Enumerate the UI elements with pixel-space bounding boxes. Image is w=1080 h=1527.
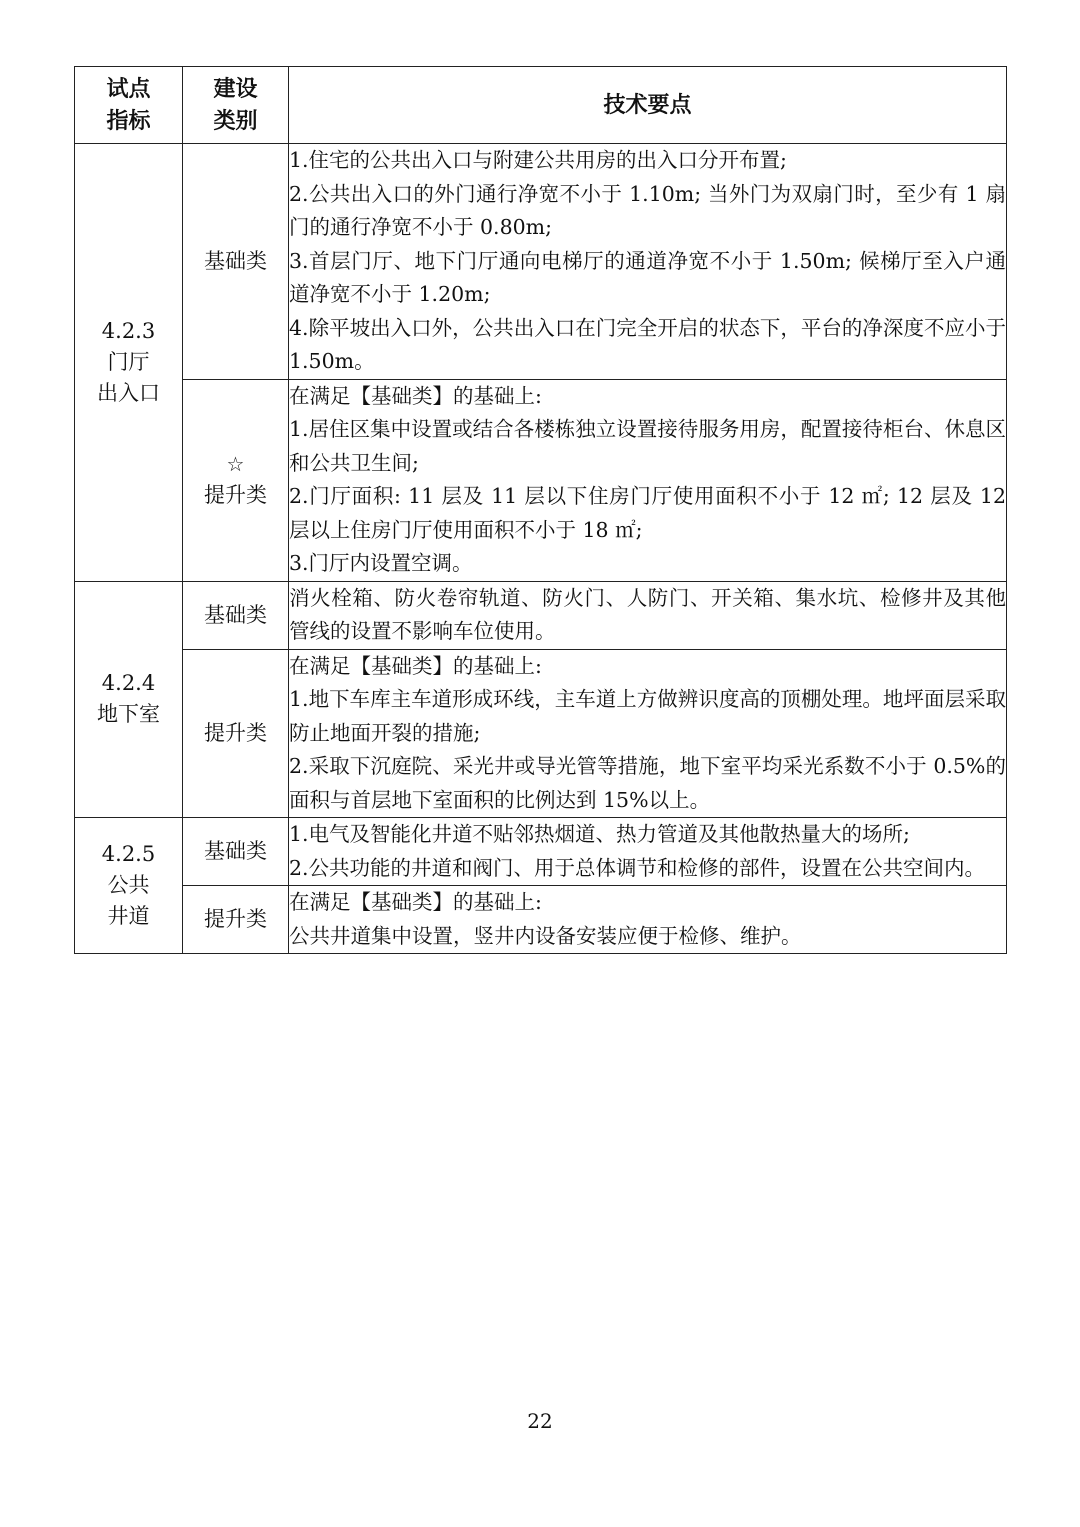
category-label: 基础类 [204, 839, 267, 863]
tech-line: 1.居住区集中设置或结合各楼栋独立设置接待服务用房，配置接待柜台、休息区和公共卫生间; [289, 417, 1006, 475]
tech-line: 公共井道集中设置，竖井内设备安装应便于检修、维护。 [289, 923, 802, 948]
category-cell-upgrade [183, 379, 289, 581]
standards-table [74, 66, 1007, 954]
tech-cell [289, 818, 1007, 886]
tech-line: 2.公共功能的井道和阀门、用于总体调节和检修的部件，设置在公共空间内。 [289, 855, 986, 880]
page-number: 22 [527, 1409, 553, 1433]
indicator-name: 井道 [107, 904, 150, 928]
header-category [183, 67, 289, 144]
table-row [75, 886, 1007, 954]
tech-line: 3.门厅内设置空调。 [289, 551, 473, 575]
table-row [75, 581, 1007, 649]
category-cell-upgrade [183, 886, 289, 954]
tech-cell [289, 379, 1007, 581]
indicator-code: 4.2.5 [101, 842, 156, 866]
indicator-cell-4-2-3 [75, 144, 183, 582]
category-label: 提升类 [204, 907, 267, 931]
tech-line: 在满足【基础类】的基础上: [289, 383, 542, 408]
category-label: 基础类 [204, 602, 267, 627]
category-label: 提升类 [204, 720, 267, 745]
header-tech: 技术要点 [289, 67, 1007, 144]
tech-line: 3.首层门厅、地下门厅通向电梯厅的通道净宽不小于 1.50m; 候梯厅至入户通道净宽不小于 1.20m; [289, 248, 1006, 306]
table-row [75, 379, 1007, 581]
indicator-name: 出入口 [97, 380, 160, 405]
tech-line: 消火栓箱、防火卷帘轨道、防火门、人防门、开关箱、集水坑、检修井及其他管线的设置不影响车位使用。 [289, 585, 1006, 643]
tech-line: 1.住宅的公共出入口与附建公共用房的出入口分开布置; [289, 148, 787, 172]
table-header-row [75, 67, 1007, 144]
table-row [75, 818, 1007, 886]
tech-cell [289, 886, 1007, 954]
indicator-name: 地下室 [97, 702, 160, 727]
header-category-line: 建设 [213, 76, 258, 102]
tech-cell [289, 649, 1007, 818]
category-cell-basic [183, 144, 289, 380]
tech-line: 2.采取下沉庭院、采光井或导光管等措施，地下室平均采光系数不小于 0.5%的面积与首层地下室面积的比例达到 15%以上。 [289, 754, 1006, 812]
category-label: 提升类 [204, 483, 267, 507]
indicator-name: 门厅 [107, 349, 150, 374]
header-indicator-line: 试点 [106, 76, 151, 102]
indicator-cell-4-2-4 [75, 581, 183, 818]
tech-line: 1.地下车库主车道形成环线，主车道上方做辨识度高的顶棚处理。地坪面层采取防止地面开裂的措施; [289, 687, 1006, 745]
indicator-code: 4.2.3 [101, 318, 156, 343]
table-row [75, 649, 1007, 818]
tech-cell [289, 144, 1007, 380]
header-category-line: 类别 [213, 108, 258, 134]
table-row [75, 144, 1007, 380]
category-label: 基础类 [204, 248, 267, 273]
indicator-cell-4-2-5 [75, 818, 183, 954]
tech-line: 1.电气及智能化井道不贴邻热烟道、热力管道及其他散热量大的场所; [289, 822, 910, 846]
header-indicator-line: 指标 [106, 108, 151, 134]
indicator-code: 4.2.4 [101, 671, 156, 696]
tech-line: 在满足【基础类】的基础上: [289, 890, 542, 914]
header-indicator [75, 67, 183, 144]
category-cell-basic [183, 581, 289, 649]
category-cell-upgrade [183, 649, 289, 818]
tech-line: 4.除平坡出入口外，公共出入口在门完全开启的状态下，平台的净深度不应小于 1.50m。 [289, 315, 1006, 373]
tech-line: 2.门厅面积: 11 层及 11 层以下住房门厅使用面积不小于 12 ㎡; 12 层及 12 层以上住房门厅使用面积不小于 18 ㎡; [289, 484, 1006, 542]
tech-line: 在满足【基础类】的基础上: [289, 653, 542, 678]
star-icon: ☆ [226, 452, 245, 476]
tech-cell [289, 581, 1007, 649]
tech-line: 2.公共出入口的外门通行净宽不小于 1.10m; 当外门为双扇门时，至少有 1 扇门的通行净宽不小于 0.80m; [289, 181, 1006, 239]
category-cell-basic [183, 818, 289, 886]
indicator-name: 公共 [107, 873, 150, 897]
